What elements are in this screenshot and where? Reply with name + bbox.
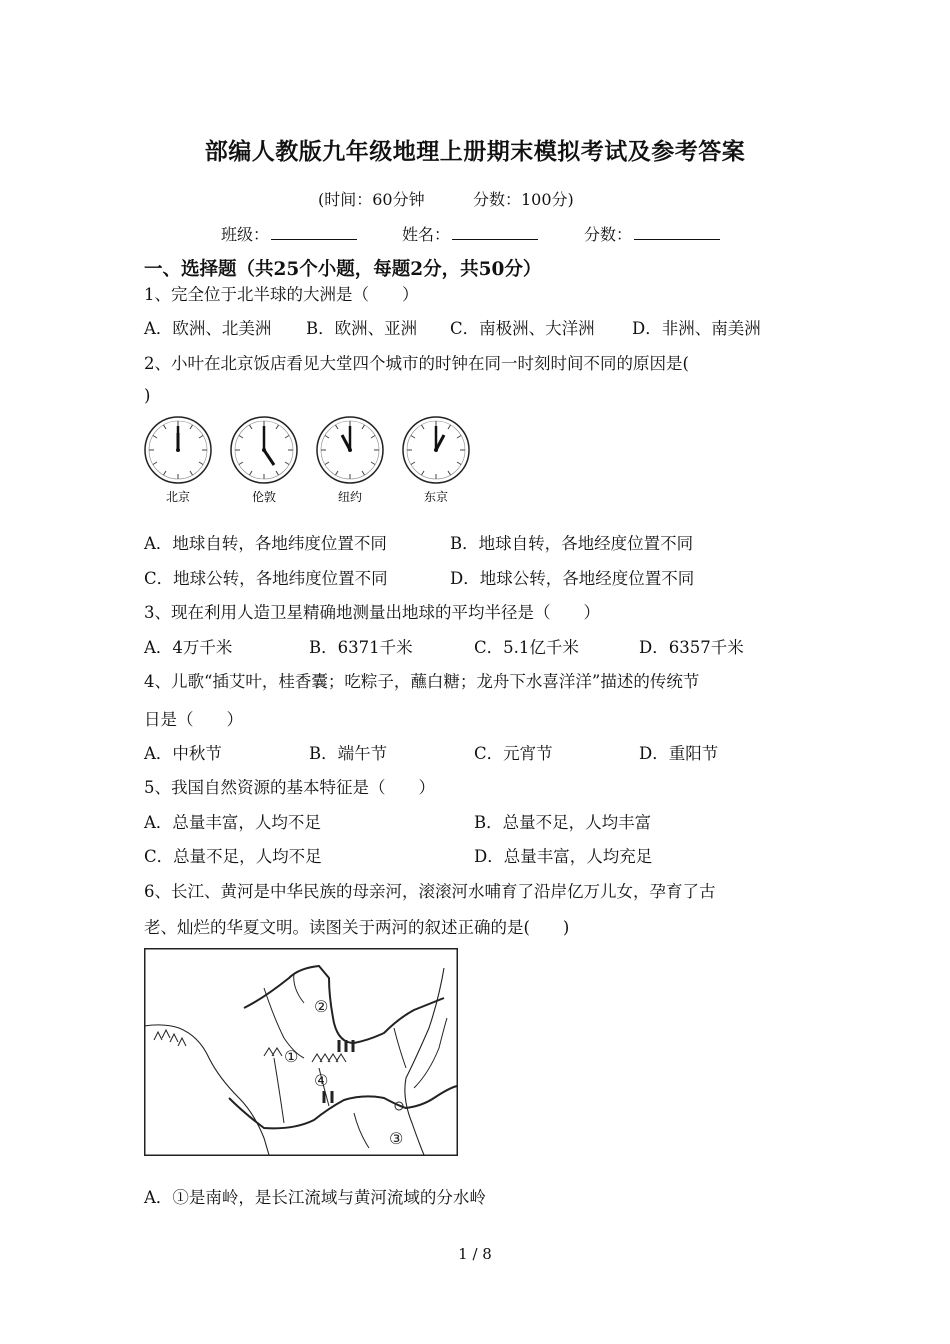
- clock-london: [231, 417, 297, 483]
- q1-stem: 1、完全位于北半球的大洲是（ ）: [144, 285, 419, 304]
- map-label-2: ②: [314, 997, 329, 1016]
- section-heading: 一、选择题（共25个小题，每题2分，共50分）: [144, 259, 542, 280]
- clock-label-london: 伦敦: [251, 490, 277, 504]
- q2-option-b: B．地球自转，各地经度位置不同: [450, 534, 694, 553]
- name-label: 姓名：: [402, 225, 451, 244]
- q5-option-c: C．总量不足，人均不足: [144, 847, 322, 866]
- q2-option-c: C．地球公转，各地纬度位置不同: [144, 569, 388, 588]
- q3-option-b: B．6371千米: [309, 638, 413, 657]
- q2-stem: 2、小叶在北京饭店看见大堂四个城市的时钟在同一时刻时间不同的原因是(: [144, 354, 689, 373]
- q3-option-d: D．6357千米: [639, 638, 744, 657]
- q5-option-d: D．总量丰富，人均充足: [474, 847, 653, 866]
- name-blank[interactable]: [452, 225, 538, 240]
- q4-option-c: C．元宵节: [474, 744, 553, 763]
- map-label-3: ③: [389, 1129, 404, 1148]
- q4-stem-cont: 日是（ ）: [144, 710, 243, 729]
- clocks-figure: [140, 412, 480, 507]
- q6-stem-cont: 老、灿烂的华夏文明。读图关于两河的叙述正确的是( ): [144, 918, 570, 937]
- page-number: 1 / 8: [458, 1245, 492, 1263]
- name-field: [402, 222, 538, 245]
- q2-option-d: D．地球公转，各地经度位置不同: [450, 569, 695, 588]
- clock-beijing: [145, 417, 211, 483]
- q3-stem: 3、现在利用人造卫星精确地测量出地球的平均半径是（ ）: [144, 603, 600, 622]
- map-label-1: ①: [284, 1047, 299, 1066]
- q4-option-a: A．中秋节: [144, 744, 222, 763]
- q3-option-c: C．5.1亿千米: [474, 638, 579, 657]
- q2-option-a: A．地球自转，各地纬度位置不同: [144, 534, 387, 553]
- class-label: 班级：: [221, 225, 270, 244]
- q5-option-b: B．总量不足，人均丰富: [474, 813, 652, 832]
- q4-stem: 4、儿歌“插艾叶，桂香囊；吃粽子，蘸白糖；龙舟下水喜洋洋”描述的传统节: [144, 672, 700, 691]
- class-field: [221, 222, 357, 245]
- clock-newyork: [317, 417, 383, 483]
- q5-stem: 5、我国自然资源的基本特征是（ ）: [144, 778, 435, 797]
- q1-option-a: A．欧洲、北美洲: [144, 319, 272, 338]
- map-label-4: ④: [314, 1071, 329, 1090]
- q1-option-c: C．南极洲、大洋洲: [450, 319, 595, 338]
- exam-time: (时间：60分钟: [318, 190, 425, 209]
- document-title: 部编人教版九年级地理上册期末模拟考试及参考答案: [204, 138, 746, 165]
- q1-option-d: D．非洲、南美洲: [632, 319, 761, 338]
- score-field: [584, 222, 720, 245]
- clock-label-beijing: 北京: [165, 490, 191, 504]
- q3-option-a: A．4万千米: [144, 638, 233, 657]
- q5-option-a: A．总量丰富，人均不足: [144, 813, 321, 832]
- clock-label-tokyo: 东京: [423, 490, 449, 504]
- q2-stem-cont: ): [144, 386, 151, 405]
- q4-option-d: D．重阳节: [639, 744, 719, 763]
- clock-label-newyork: 纽约: [337, 490, 363, 504]
- clock-tokyo: [403, 417, 469, 483]
- class-blank[interactable]: [271, 225, 357, 240]
- q6-option-a: A．①是南岭，是长江流域与黄河流域的分水岭: [144, 1188, 486, 1207]
- q6-stem: 6、长江、黄河是中华民族的母亲河，滚滚河水哺育了沿岸亿万儿女，孕育了古: [144, 882, 716, 901]
- score-blank[interactable]: [634, 225, 720, 240]
- score-label: 分数：: [584, 225, 633, 244]
- q1-option-b: B．欧洲、亚洲: [306, 319, 418, 338]
- rivers-map-figure: [144, 948, 458, 1156]
- exam-total-score: 分数：100分): [473, 190, 574, 209]
- q4-option-b: B．端午节: [309, 744, 388, 763]
